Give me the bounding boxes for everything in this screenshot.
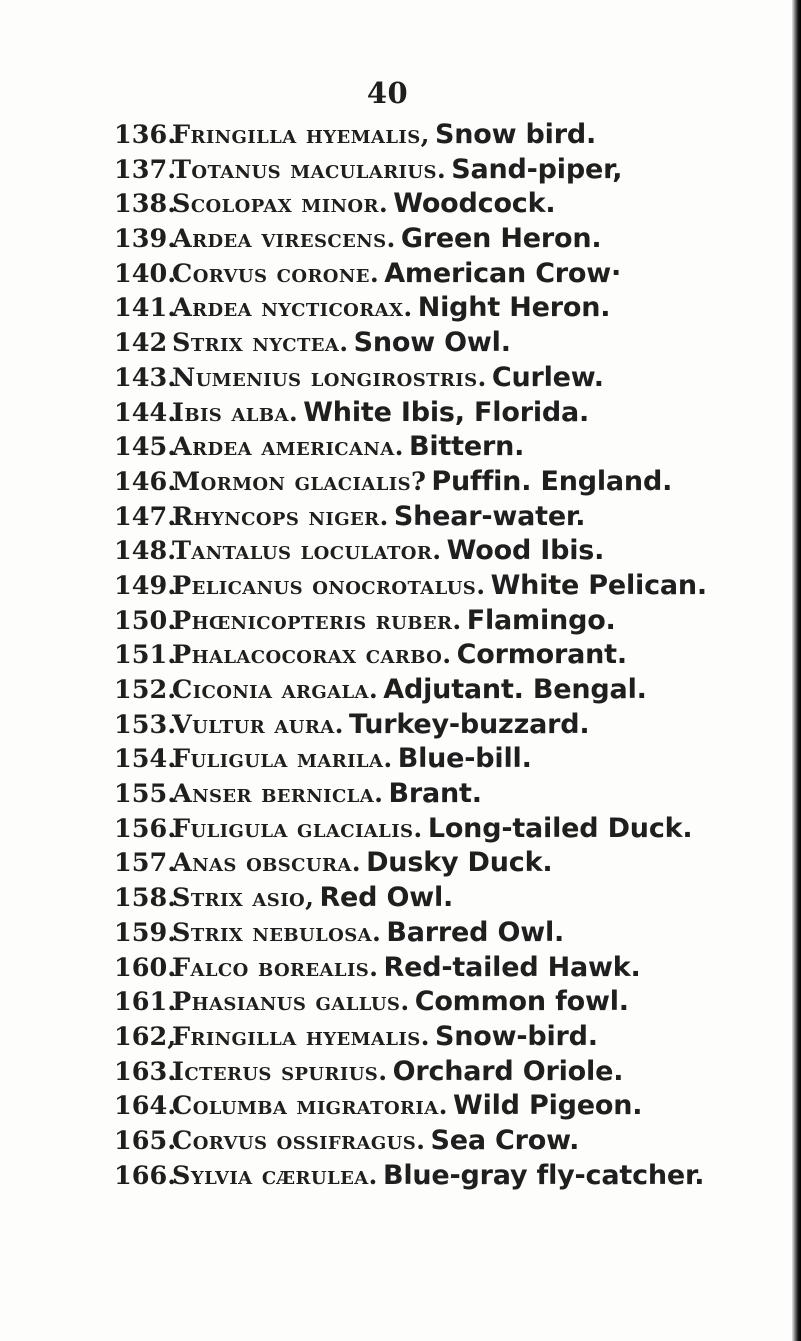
common-name: White Pelican. bbox=[490, 569, 707, 601]
list-item bbox=[114, 708, 784, 743]
bird-list bbox=[114, 118, 784, 1193]
entry-number: 140. bbox=[114, 258, 177, 289]
list-item bbox=[114, 534, 784, 569]
entry-number: 142 bbox=[114, 328, 168, 359]
entry-number: 148. bbox=[114, 536, 177, 567]
latin-name: Strix nebulosa. bbox=[172, 917, 382, 948]
common-name: Brant. bbox=[388, 778, 482, 810]
entry-number: 136. bbox=[114, 120, 177, 150]
common-name: American Crow· bbox=[384, 257, 622, 289]
list-item bbox=[114, 951, 784, 986]
common-name: Shear-water. bbox=[393, 500, 586, 532]
latin-name: Mormon glacialis? bbox=[172, 466, 427, 497]
page-number: 40 bbox=[366, 76, 409, 110]
entry-number: 138. bbox=[114, 189, 177, 220]
entry-number: 146. bbox=[114, 466, 177, 497]
list-item bbox=[114, 1124, 784, 1159]
common-name: Adjutant. Bengal. bbox=[383, 674, 647, 705]
entry-number: 145. bbox=[114, 432, 177, 463]
entry-number: 139. bbox=[114, 224, 177, 255]
entry-number: 147. bbox=[114, 501, 177, 532]
latin-name: Corvus corone. bbox=[172, 258, 380, 289]
entry-number: 160. bbox=[114, 952, 177, 983]
latin-name: Scolopax minor. bbox=[172, 189, 389, 220]
common-name: Puffin. England. bbox=[431, 465, 673, 497]
common-name: Turkey-buzzard. bbox=[348, 708, 590, 740]
list-item bbox=[114, 465, 784, 500]
list-item bbox=[114, 396, 784, 431]
list-item bbox=[114, 187, 784, 222]
common-name: Green Heron. bbox=[400, 223, 602, 255]
list-item bbox=[114, 569, 784, 604]
common-name: Curlew. bbox=[491, 361, 604, 393]
common-name: Woodcock. bbox=[393, 188, 556, 220]
latin-name: Icterus spurius. bbox=[172, 1056, 388, 1087]
latin-name: Phalacocorax carbo. bbox=[172, 640, 452, 671]
list-item bbox=[114, 1055, 784, 1090]
latin-name: Phœnicopteris ruber. bbox=[172, 605, 462, 636]
common-name: White Ibis, Florida. bbox=[303, 396, 590, 428]
latin-name: Ciconia argala. bbox=[172, 675, 379, 705]
latin-name: Phasianus gallus. bbox=[172, 987, 410, 1018]
entry-number: 161. bbox=[114, 987, 177, 1018]
entry-number: 166. bbox=[114, 1160, 177, 1191]
entry-number: 141. bbox=[114, 293, 177, 324]
common-name: Sand-piper, bbox=[451, 153, 623, 185]
entry-number: 151. bbox=[114, 640, 177, 671]
entry-number: 154. bbox=[114, 744, 177, 775]
latin-name: Columba migratoria. bbox=[172, 1091, 448, 1122]
list-item bbox=[114, 846, 784, 881]
common-name: Flamingo. bbox=[466, 604, 616, 636]
list-item bbox=[114, 257, 784, 292]
latin-name: Ardea nycticorax. bbox=[172, 293, 413, 324]
entry-number: 156. bbox=[114, 813, 177, 844]
common-name: Snow Owl. bbox=[353, 327, 511, 359]
list-item bbox=[114, 812, 784, 847]
entry-number: 157. bbox=[114, 848, 177, 879]
list-item bbox=[114, 326, 784, 361]
common-name: Blue-gray fly-catcher. bbox=[382, 1159, 705, 1191]
entry-number: 165. bbox=[114, 1125, 177, 1156]
latin-name: Fuligula marila. bbox=[172, 744, 393, 775]
list-item bbox=[114, 1089, 784, 1124]
list-item bbox=[114, 361, 784, 396]
entry-number: 143. bbox=[114, 362, 177, 393]
entry-number: 163. bbox=[114, 1056, 177, 1087]
entry-number: 144. bbox=[114, 397, 177, 428]
latin-name: Vultur aura. bbox=[172, 709, 344, 740]
latin-name: Totanus macularius. bbox=[172, 154, 447, 185]
entry-number: 150. bbox=[114, 605, 177, 636]
latin-name: Anas obscura. bbox=[172, 848, 361, 879]
common-name: Red Owl. bbox=[319, 882, 454, 914]
list-item bbox=[114, 153, 784, 188]
common-name: Barred Owl. bbox=[386, 916, 565, 948]
latin-name: Fringilla hyemalis, bbox=[172, 120, 430, 150]
entry-number: 159. bbox=[114, 917, 177, 948]
list-item bbox=[114, 1020, 784, 1055]
common-name: Night Heron. bbox=[417, 292, 611, 324]
common-name: Snow-bird. bbox=[435, 1020, 598, 1052]
list-item bbox=[114, 604, 784, 639]
latin-name: Ibis alba. bbox=[172, 397, 299, 428]
common-name: Wild Pigeon. bbox=[452, 1090, 643, 1122]
entry-number: 164. bbox=[114, 1091, 177, 1122]
common-name: Blue-bill. bbox=[397, 743, 532, 775]
latin-name: Strix nyctea. bbox=[172, 328, 349, 359]
list-item bbox=[114, 638, 784, 673]
entry-number: 137. bbox=[114, 154, 177, 185]
list-item bbox=[114, 222, 784, 257]
list-item bbox=[114, 1159, 784, 1194]
common-name: Red-tailed Hawk. bbox=[383, 951, 641, 983]
latin-name: Ardea americana. bbox=[172, 432, 404, 463]
latin-name: Anser bernicla. bbox=[172, 779, 384, 810]
latin-name: Rhyncops niger. bbox=[172, 501, 389, 532]
latin-name: Numenius longirostris. bbox=[172, 362, 487, 393]
latin-name: Corvus ossifragus. bbox=[172, 1125, 426, 1156]
latin-name: Pelicanus onocrotalus. bbox=[172, 570, 486, 601]
latin-name: Fuligula glacialis. bbox=[172, 813, 423, 844]
list-item bbox=[114, 291, 784, 326]
list-item bbox=[114, 777, 784, 812]
common-name: Cormorant. bbox=[456, 639, 627, 671]
list-item bbox=[114, 881, 784, 916]
entry-number: 152. bbox=[114, 675, 177, 705]
latin-name: Ardea virescens. bbox=[172, 224, 396, 255]
list-item bbox=[114, 118, 784, 153]
list-item bbox=[114, 500, 784, 535]
latin-name: Strix asio, bbox=[172, 883, 315, 914]
page-edge bbox=[792, 0, 801, 1341]
list-item bbox=[114, 916, 784, 951]
entry-number: 155. bbox=[114, 779, 177, 810]
common-name: Wood Ibis. bbox=[446, 535, 605, 567]
latin-name: Tantalus loculator. bbox=[172, 536, 442, 567]
entry-number: 149. bbox=[114, 570, 177, 601]
common-name: Bittern. bbox=[409, 431, 525, 463]
list-item bbox=[114, 742, 784, 777]
common-name: Snow bird. bbox=[435, 119, 597, 150]
common-name: Orchard Oriole. bbox=[392, 1055, 624, 1087]
list-item bbox=[114, 673, 784, 708]
common-name: Dusky Duck. bbox=[366, 847, 553, 879]
latin-name: Falco borealis. bbox=[172, 952, 379, 983]
entry-number: 158. bbox=[114, 883, 177, 914]
list-item bbox=[114, 985, 784, 1020]
common-name: Sea Crow. bbox=[430, 1124, 580, 1156]
common-name: Long-tailed Duck. bbox=[427, 812, 693, 844]
common-name: Common fowl. bbox=[414, 986, 629, 1018]
entry-number: 162, bbox=[114, 1021, 177, 1052]
list-item bbox=[114, 430, 784, 465]
latin-name: Sylvia cærulea. bbox=[172, 1160, 378, 1191]
latin-name: Fringilla hyemalis. bbox=[172, 1021, 430, 1052]
entry-number: 153. bbox=[114, 709, 177, 740]
